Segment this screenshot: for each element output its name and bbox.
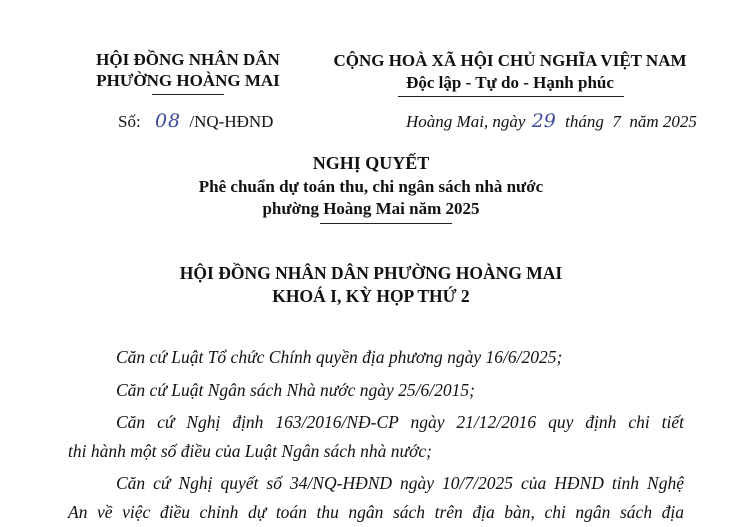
document-number: [118, 110, 273, 132]
preamble-line-5: Căn cứ Nghị quyết số 34/NQ-HĐND ngày 10/7/2025 của HĐND tỉnh Nghệ: [116, 473, 684, 493]
preamble-line-3: Căn cứ Nghị định 163/2016/NĐ-CP ngày 21/12/2016 quy định chi tiết: [116, 412, 684, 432]
preamble-line-4: thi hành một số điều của Luật Ngân sách nhà nước;: [68, 441, 433, 461]
council-session: KHOÁ I, KỲ HỌP THỨ 2: [272, 286, 470, 306]
preamble-line-1: Căn cứ Luật Tổ chức Chính quyền địa phương ngày 16/6/2025;: [116, 347, 563, 367]
document-number-handwritten: 08: [154, 110, 182, 132]
preamble-line-6: An về việc điều chỉnh dự toán thu ngân sách trên địa bàn, chi ngân sách địa: [68, 502, 684, 522]
date-day-handwritten: 29: [531, 110, 556, 132]
resolution-title: NGHỊ QUYẾT: [312, 153, 430, 173]
resolution-subtitle-line1: Phê chuẩn dự toán thu, chi ngân sách nhà nước: [198, 177, 544, 196]
date-prefix: Hoàng Mai, ngày: [406, 112, 526, 131]
issuing-body-line1: HỘI ĐỒNG NHÂN DÂN: [96, 50, 280, 69]
title-underline: [320, 223, 452, 224]
national-motto-underline: [398, 96, 624, 97]
issuing-body-line2: PHƯỜNG HOÀNG MAI: [96, 71, 280, 90]
national-motto: Độc lập - Tự do - Hạnh phúc: [406, 73, 614, 92]
issuing-body-underline: [152, 94, 224, 95]
preamble-line-2: Căn cứ Luật Ngân sách Nhà nước ngày 25/6/2015;: [116, 380, 475, 400]
council-name: HỘI ĐỒNG NHÂN DÂN PHƯỜNG HOÀNG MAI: [179, 263, 563, 283]
date-month-year: tháng 7 năm 2025: [565, 112, 697, 131]
national-title: CỘNG HOÀ XÃ HỘI CHỦ NGHĨA VIỆT NAM: [333, 51, 687, 70]
document-number-suffix: /NQ-HĐND: [189, 112, 274, 131]
document-date: [406, 110, 697, 132]
document-number-prefix: Số:: [118, 112, 141, 131]
resolution-subtitle-line2: phường Hoàng Mai năm 2025: [262, 199, 480, 218]
